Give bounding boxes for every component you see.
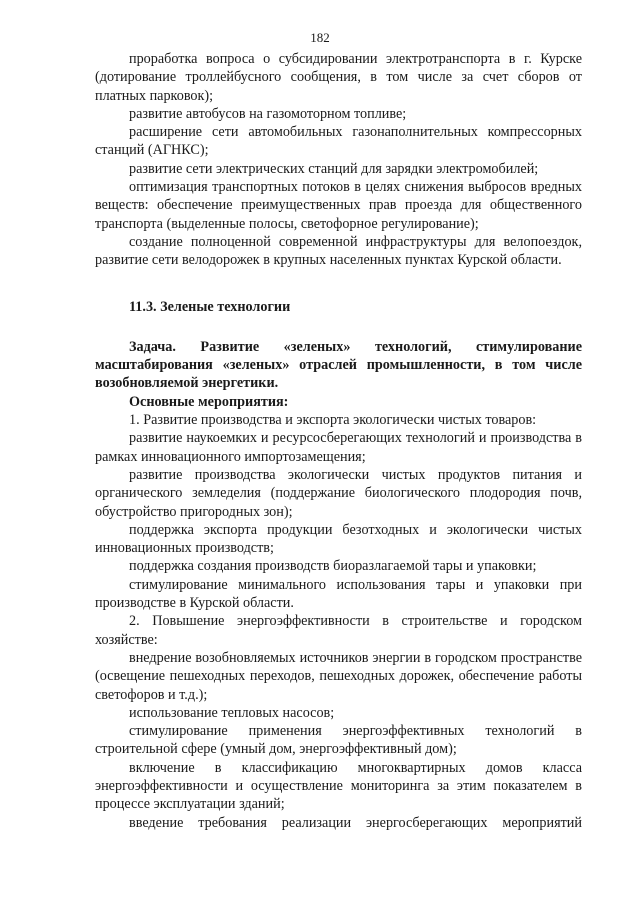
item-2-title: 2. Повышение энергоэффективности в строительстве и городском хозяйстве: xyxy=(95,613,582,648)
paragraph: проработка вопроса о субсидировании электротранспорта в г. Курске (дотирование троллейбусного сообщения, в том числе за счет сборов от платных парковок); xyxy=(95,51,582,104)
list-item: стимулирование минимального использования тары и упаковки при производстве в Курской области. xyxy=(95,576,582,612)
document-body xyxy=(95,50,582,832)
list-item: стимулирование применения энергоэффективных технологий в строительной сфере (умный дом, энергоэффективный дом); xyxy=(95,723,582,758)
list-item: внедрение возобновляемых источников энергии в городском пространстве (освещение пешеходных переходов, пешеходных дорожек, обеспечение работы светофоров и т.д.); xyxy=(95,649,582,703)
paragraph: оптимизация транспортных потоков в целях снижения выбросов вредных веществ: обеспечение преимущественных прав проезда для общественного транспорта (выделенные полосы, светофорное регулирование); xyxy=(95,179,582,232)
paragraph: расширение сети автомобильных газонаполнительных компрессорных станций (АГНКС); xyxy=(95,124,582,159)
section-heading: 11.3. Зеленые технологии xyxy=(129,298,291,315)
measures-heading: Основные мероприятия: xyxy=(129,393,289,410)
paragraph: создание полноценной современной инфраструктуры для велопоездок, развитие сети велодорожек в крупных населенных пунктах Курской области. xyxy=(95,233,582,269)
list-item: развитие наукоемких и ресурсосберегающих технологий и производства в рамках инновационного импортозамещения; xyxy=(95,430,582,465)
list-item: поддержка создания производств биоразлагаемой тары и упаковки; xyxy=(129,558,537,575)
item-1-title: 1. Развитие производства и экспорта экологически чистых товаров: xyxy=(129,412,537,429)
list-item: развитие производства экологически чистых продуктов питания и органического земледелия (поддержание биологического плодородия почв, обустройство пригородных зон); xyxy=(95,466,582,520)
paragraph: развитие автобусов на газомоторном топливе; xyxy=(129,105,407,122)
list-item: включение в классификацию многоквартирных домов класса энергоэффективности и осуществление мониторинга за этим показателем в процессе эксплуатации зданий; xyxy=(95,759,582,813)
paragraph: развитие сети электрических станций для зарядки электромобилей; xyxy=(129,160,539,177)
list-item: введение требования реализации энергосберегающих мероприятий xyxy=(129,814,582,831)
list-item: поддержка экспорта продукции безотходных и экологически чистых инновационных производств; xyxy=(95,521,582,557)
page-number: 182 xyxy=(310,30,330,45)
task-statement: Задача. Развитие «зеленых» технологий, стимулирование масштабирования «зеленых» отраслей промышленности, в том числе возобновляемой энергетики. xyxy=(95,338,582,392)
list-item: использование тепловых насосов; xyxy=(129,704,335,721)
